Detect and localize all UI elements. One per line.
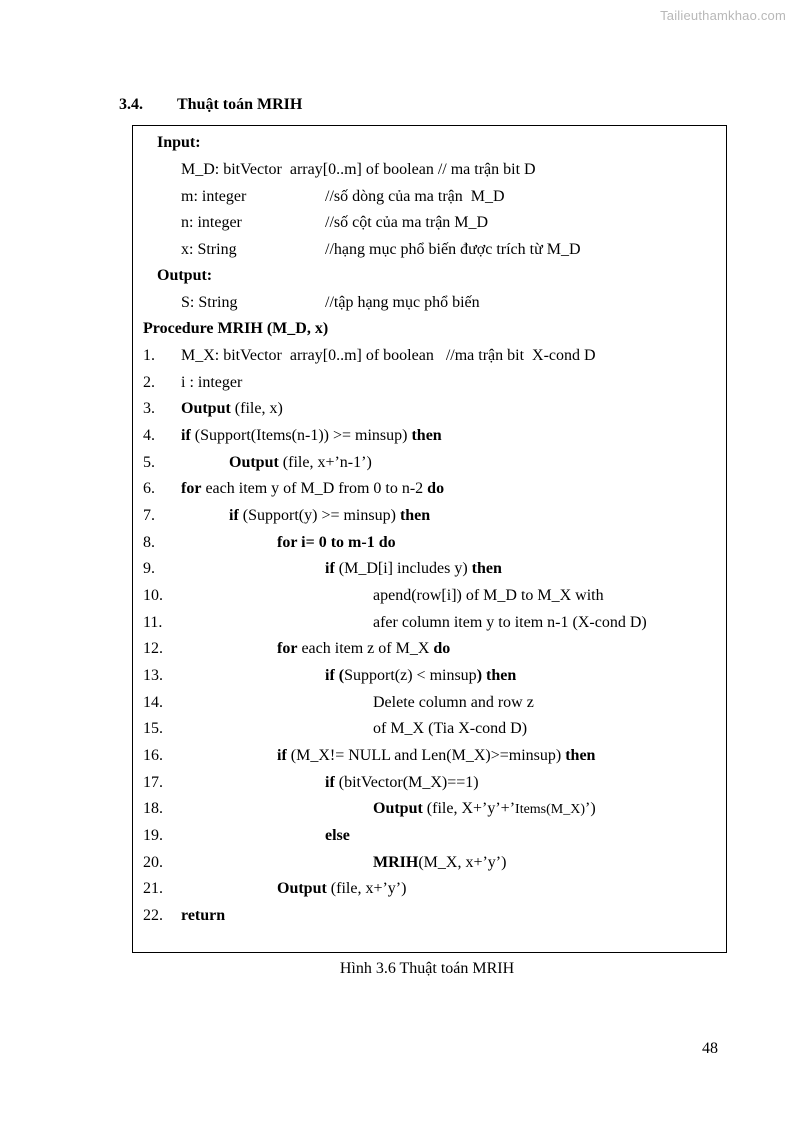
- code-line: [181, 907, 225, 925]
- keyword: if (: [325, 667, 345, 684]
- keyword: Output: [229, 454, 279, 471]
- keyword: ) then: [476, 667, 517, 684]
- input-comment: //số dòng của ma trận M_D: [325, 188, 505, 205]
- input-item: n: integer: [181, 214, 242, 231]
- line-number: 1.: [143, 347, 155, 364]
- input-item: M_D: bitVector array[0..m] of boolean // ma trận bit D: [181, 161, 536, 178]
- keyword: if: [229, 507, 239, 524]
- line-number: 6.: [143, 480, 155, 497]
- line-number: 9.: [143, 560, 155, 577]
- code-text: each item y of M_D from 0 to n-2: [201, 480, 428, 497]
- section-number: 3.4.: [119, 96, 143, 113]
- line-number: 5.: [143, 454, 155, 471]
- figure-caption: Hình 3.6 Thuật toán MRIH: [339, 960, 515, 977]
- line-number: 3.: [143, 400, 155, 417]
- line-number: 22.: [143, 907, 163, 924]
- line-number: 13.: [143, 667, 163, 684]
- line-number: 11.: [143, 614, 163, 631]
- keyword: then: [565, 747, 596, 764]
- code-line: [229, 454, 372, 472]
- line-number: 8.: [143, 534, 155, 551]
- code-line: [181, 427, 442, 445]
- line-number: 15.: [143, 720, 163, 737]
- code-text: (M_X!= NULL and Len(M_X)>=minsup): [286, 747, 566, 764]
- input-item: m: integer: [181, 188, 247, 205]
- output-comment: //tập hạng mục phổ biến: [325, 294, 480, 311]
- code-line: [373, 720, 527, 738]
- code-text: (Support(Items(n-1)) >= minsup): [190, 427, 412, 444]
- code-text: (file, x+’n-1’): [278, 454, 372, 471]
- line-number: 10.: [143, 587, 163, 604]
- watermark: Tailieuthamkhao.com: [660, 8, 786, 23]
- input-comment: //hạng mục phổ biến được trích từ M_D: [325, 241, 581, 258]
- code-line: [325, 774, 479, 792]
- code-line: [325, 667, 516, 685]
- keyword: then: [411, 427, 442, 444]
- code-line: [181, 400, 283, 418]
- line-number: 7.: [143, 507, 155, 524]
- code-line: [373, 854, 506, 872]
- section-title: Thuật toán MRIH: [177, 96, 303, 113]
- keyword: return: [181, 907, 226, 924]
- code-line: [181, 347, 596, 365]
- code-text: i : integer: [181, 374, 243, 391]
- keyword: do: [427, 480, 445, 497]
- keyword: if: [325, 560, 335, 577]
- code-text: (M_D[i] includes y): [334, 560, 472, 577]
- line-number: 21.: [143, 880, 163, 897]
- code-text: of M_X (Tia X-cond D): [373, 720, 528, 737]
- code-line: [373, 694, 534, 712]
- code-line: [277, 747, 595, 765]
- code-text: ’): [585, 800, 596, 817]
- code-line: [277, 880, 406, 898]
- line-number: 12.: [143, 640, 163, 657]
- output-label: Output:: [157, 267, 213, 284]
- keyword: if: [325, 774, 335, 791]
- code-text: (Support(y) >= minsup): [238, 507, 400, 524]
- line-number: 14.: [143, 694, 163, 711]
- output-item: S: String: [181, 294, 238, 311]
- keyword: for: [277, 640, 298, 657]
- keyword: Output: [181, 400, 231, 417]
- code-text: (file, x): [230, 400, 283, 417]
- keyword: then: [399, 507, 431, 524]
- input-label: Input:: [157, 134, 201, 151]
- keyword: if: [277, 747, 287, 764]
- keyword: Output: [373, 800, 423, 817]
- keyword: if: [181, 427, 191, 444]
- code-text: (file, x+’y’): [326, 880, 407, 897]
- keyword: for: [181, 480, 202, 497]
- line-number: 16.: [143, 747, 163, 764]
- code-line: [373, 587, 604, 605]
- code-line: [229, 507, 430, 525]
- code-line: [325, 827, 350, 845]
- code-text: Items(M_X): [515, 802, 586, 817]
- code-line: [181, 374, 242, 392]
- code-line: [373, 800, 596, 819]
- line-number: 2.: [143, 374, 155, 391]
- line-number: 20.: [143, 854, 163, 871]
- code-text: M_X: bitVector array[0..m] of boolean //ma trận bit X-cond D: [181, 347, 596, 364]
- procedure-header: Procedure MRIH (M_D, x): [143, 320, 329, 337]
- line-number: 19.: [143, 827, 163, 844]
- keyword: for i= 0 to m-1 do: [277, 534, 396, 551]
- line-number: 17.: [143, 774, 163, 791]
- code-text: apend(row[i]) of M_D to M_X with: [373, 587, 604, 604]
- code-text: (file, X+’y’+’: [422, 800, 516, 817]
- code-line: [325, 560, 502, 578]
- code-line: [277, 534, 396, 552]
- code-text: Support(z) < minsup: [344, 667, 477, 684]
- code-line: [373, 614, 647, 632]
- input-item: x: String: [181, 241, 237, 258]
- page-number: 48: [702, 1040, 718, 1057]
- keyword: do: [433, 640, 451, 657]
- keyword: Output: [277, 880, 327, 897]
- code-text: afer column item y to item n-1 (X-cond D): [373, 614, 647, 631]
- line-number: 4.: [143, 427, 155, 444]
- keyword: else: [325, 827, 350, 844]
- algorithm-box: [132, 125, 727, 953]
- code-line: [277, 640, 450, 658]
- keyword: MRIH: [373, 854, 419, 871]
- line-number: 18.: [143, 800, 163, 817]
- input-comment: //số cột của ma trận M_D: [325, 214, 489, 231]
- code-line: [181, 480, 444, 498]
- code-text: each item z of M_X: [297, 640, 434, 657]
- code-text: (bitVector(M_X)==1): [334, 774, 479, 791]
- code-text: Delete column and row z: [373, 694, 534, 711]
- keyword: then: [471, 560, 502, 577]
- code-text: (M_X, x+’y’): [418, 854, 507, 871]
- section-heading: [119, 96, 302, 114]
